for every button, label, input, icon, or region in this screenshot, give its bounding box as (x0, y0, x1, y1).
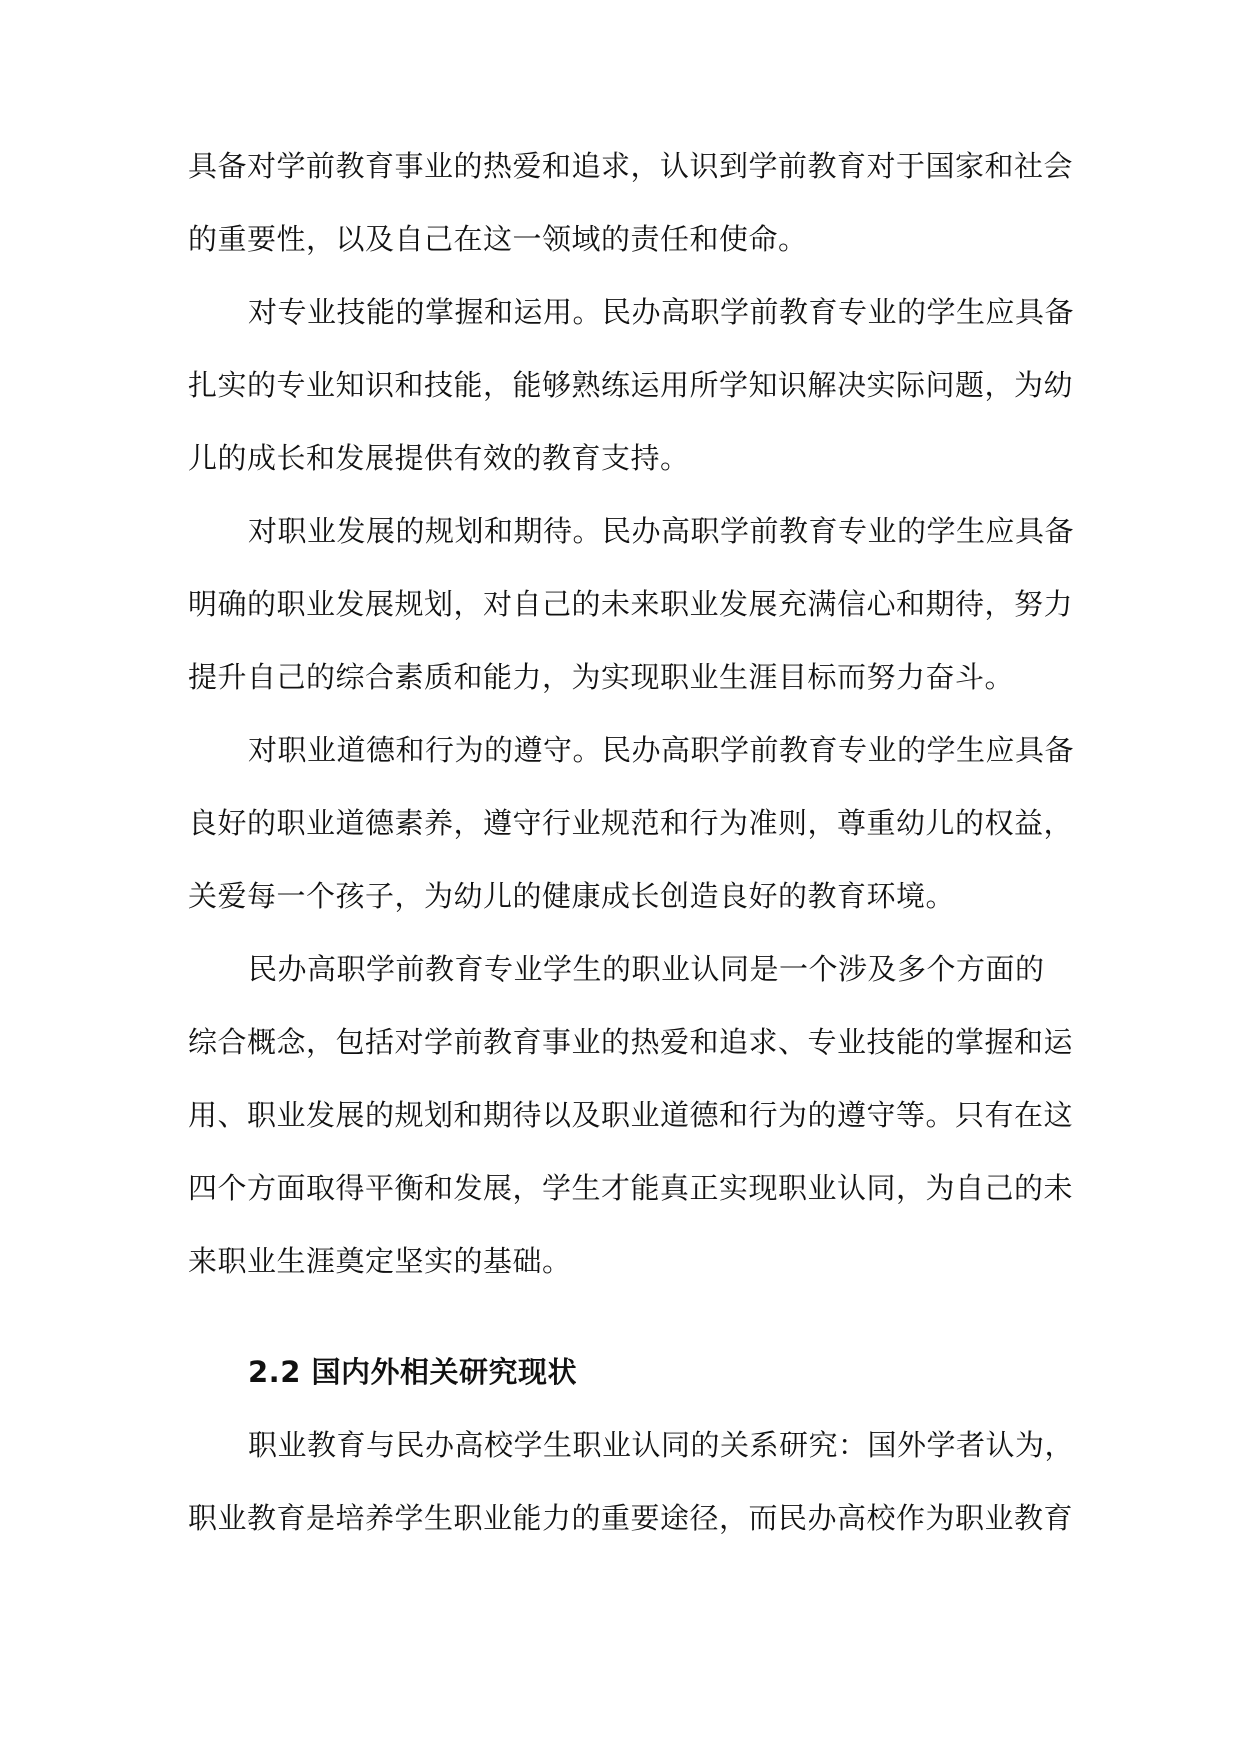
text-line: 扎实的专业知识和技能，能够熟练运用所学知识解决实际问题，为幼 (188, 368, 1074, 402)
paragraph (188, 714, 1075, 933)
text-line: 四个方面取得平衡和发展，学生才能真正实现职业认同，为自己的未 (188, 1171, 1074, 1205)
text-line: 民办高职学前教育专业学生的职业认同是一个涉及多个方面的 (248, 952, 1045, 986)
text-line: 综合概念，包括对学前教育事业的热爱和追求、专业技能的掌握和运 (188, 1025, 1074, 1059)
text-line: 职业教育与民办高校学生职业认同的关系研究：国外学者认为， (248, 1428, 1075, 1462)
text-line: 具备对学前教育事业的热爱和追求，认识到学前教育对于国家和社会 (188, 149, 1074, 183)
text-line: 良好的职业道德素养，遵守行业规范和行为准则，尊重幼儿的权益， (188, 806, 1074, 840)
paragraph (188, 130, 1074, 276)
text-line: 提升自己的综合素质和能力，为实现职业生涯目标而努力奋斗。 (188, 660, 1015, 694)
text-line: 来职业生涯奠定坚实的基础。 (188, 1244, 572, 1278)
paragraph (188, 1409, 1075, 1555)
section-spacer (188, 1298, 1068, 1336)
text-line: 的重要性，以及自己在这一领域的责任和使命。 (188, 222, 808, 256)
text-line: 儿的成长和发展提供有效的教育支持。 (188, 441, 690, 475)
text-line: 关爱每一个孩子，为幼儿的健康成长创造良好的教育环境。 (188, 879, 956, 913)
text-line: 明确的职业发展规划，对自己的未来职业发展充满信心和期待，努力 (188, 587, 1074, 621)
section-heading: 2.2 国内外相关研究现状 (248, 1355, 577, 1389)
paragraph (188, 276, 1075, 495)
paragraph (188, 933, 1074, 1298)
paragraph (188, 495, 1075, 714)
text-line: 用、职业发展的规划和期待以及职业道德和行为的遵守等。只有在这 (188, 1098, 1074, 1132)
text-line: 职业教育是培养学生职业能力的重要途径，而民办高校作为职业教育 (188, 1501, 1074, 1535)
text-line: 对职业发展的规划和期待。民办高职学前教育专业的学生应具备 (248, 514, 1075, 548)
document-page (188, 130, 1075, 1555)
text-line: 对专业技能的掌握和运用。民办高职学前教育专业的学生应具备 (248, 295, 1075, 329)
text-line: 对职业道德和行为的遵守。民办高职学前教育专业的学生应具备 (248, 733, 1075, 767)
